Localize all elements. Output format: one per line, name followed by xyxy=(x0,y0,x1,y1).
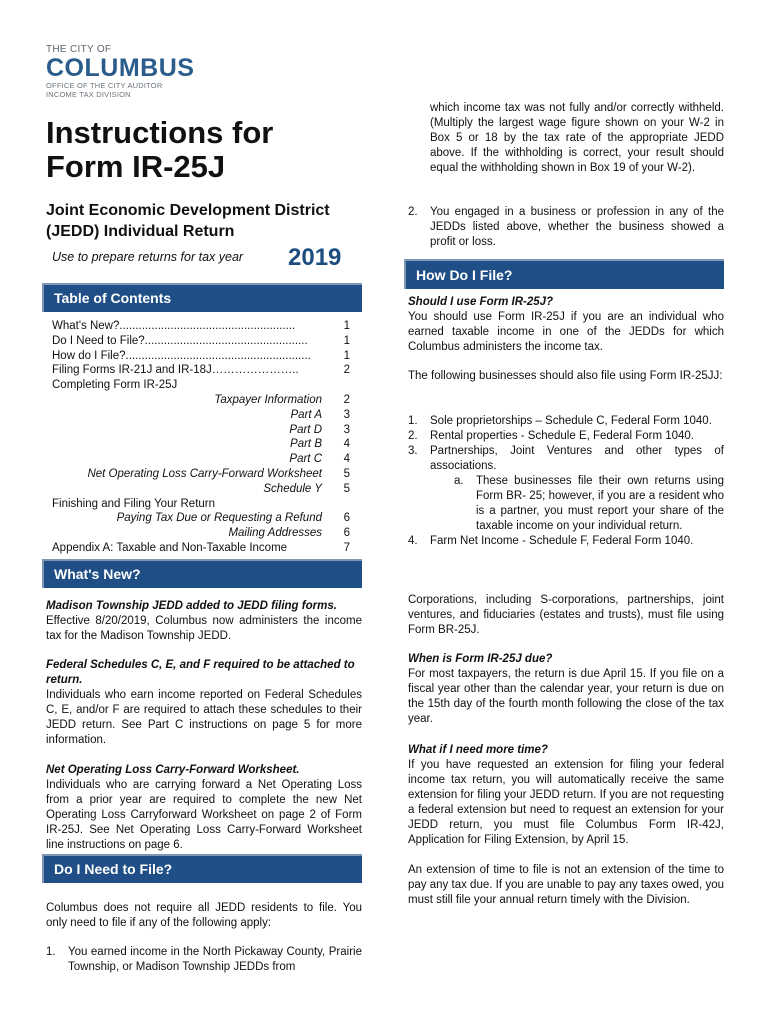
toc-text: How do I File?.......................................................... xyxy=(52,349,311,362)
title-line2: Form IR-25J xyxy=(46,149,226,184)
toc-page: 5 xyxy=(343,482,350,495)
page-subtitle xyxy=(46,200,376,242)
item-number: 1. xyxy=(46,946,56,958)
toc-heading-text: Table of Contents xyxy=(54,290,172,306)
table-of-contents xyxy=(52,319,350,556)
toc-text: Net Operating Loss Carry-Forward Worksheet xyxy=(87,467,322,480)
list-item xyxy=(408,534,724,549)
toc-text: Finishing and Filing Your Return xyxy=(52,497,216,510)
toc-row[interactable] xyxy=(52,349,350,364)
toc-row[interactable] xyxy=(52,393,350,408)
whats-new-item-3 xyxy=(46,763,362,853)
need-to-file-item-1-continued xyxy=(408,101,724,176)
page-title xyxy=(46,116,346,184)
toc-row xyxy=(52,497,350,512)
toc-page: 6 xyxy=(343,512,350,525)
toc-row[interactable] xyxy=(52,319,350,334)
toc-text: Part A xyxy=(290,408,322,421)
how-file-a2: The following businesses should also file using Form IR-25JJ: xyxy=(408,370,723,382)
toc-row[interactable] xyxy=(52,511,350,526)
toc-text: Part C xyxy=(289,453,322,466)
answer-3: If you have requested an extension for filing your federal income tax return, you will automatically receive the same extension for filing your JEDD return. If you are not requesting a federal extension but need to request an extension for your JEDD return, you must file Columbus Form IR-42J, Application for Filing Extension, by April 15. xyxy=(408,759,724,846)
whats-new-heading xyxy=(42,559,362,588)
toc-heading xyxy=(42,283,362,312)
question-2: When is Form IR-25J due? xyxy=(408,653,553,665)
toc-text: What's New?....................................................... xyxy=(52,320,296,332)
toc-text: Completing Form IR-25J xyxy=(52,379,178,392)
need-to-file-item-1-text: You earned income in the North Pickaway County, Prairie Township, or Madison Township JEDDs from xyxy=(68,946,362,973)
question-3: What if I need more time? xyxy=(408,744,548,756)
item-number: 4. xyxy=(408,535,418,547)
toc-page: 1 xyxy=(343,349,350,362)
how-file-q1 xyxy=(408,295,724,355)
toc-text: Part B xyxy=(290,438,322,451)
whats-new-title-2: Federal Schedules C, E, and F required to be attached to return. xyxy=(46,659,355,686)
toc-row[interactable] xyxy=(52,408,350,423)
question-1: Should I use Form IR-25J? xyxy=(408,296,554,308)
toc-text: Part D xyxy=(289,423,322,436)
city-logo xyxy=(46,44,206,99)
logo-line1: THE CITY OF xyxy=(46,44,112,55)
list-item xyxy=(408,444,724,474)
whats-new-item-2 xyxy=(46,658,362,748)
toc-row[interactable] xyxy=(52,467,350,482)
toc-page: 7 xyxy=(343,541,350,554)
how-file-a3: Corporations, including S-corporations, partnerships, joint ventures, and fiduciaries (estates and trusts), must file using Form BR-25J. xyxy=(408,594,724,636)
toc-text: Paying Tax Due or Requesting a Refund xyxy=(116,512,322,525)
logo-line3: OFFICE OF THE CITY AUDITOR xyxy=(46,81,163,90)
item-number: 2. xyxy=(408,430,418,442)
need-to-file-intro: Columbus does not require all JEDD residents to file. You only need to file if any of the following apply: xyxy=(46,902,362,929)
tax-year: 2019 xyxy=(288,244,342,271)
how-file-heading-text: How Do I File? xyxy=(416,267,513,283)
how-file-heading xyxy=(404,259,724,289)
toc-text: Filing Forms IR-21J and IR-18J………………….. xyxy=(52,364,299,377)
tax-year-label: Use to prepare returns for tax year xyxy=(52,250,244,264)
how-file-q2 xyxy=(408,652,724,727)
list-item xyxy=(408,414,724,429)
sub-list-item xyxy=(408,474,724,534)
whats-new-body-1: Effective 8/20/2019, Columbus now administers the income tax for the Madison Township JEDD. xyxy=(46,615,362,642)
toc-row[interactable] xyxy=(52,437,350,452)
need-to-file-item-1-start xyxy=(46,945,362,975)
how-file-a6: An extension of time to file is not an extension of the time to pay any tax due. If you are unable to pay any taxes owed, you must still file your annual return timely with the Division. xyxy=(408,864,724,906)
item-number: 3. xyxy=(408,445,418,457)
toc-text: Mailing Addresses xyxy=(228,527,322,540)
toc-row[interactable] xyxy=(52,482,350,497)
logo-line4: INCOME TAX DIVISION xyxy=(46,90,131,99)
toc-page: 3 xyxy=(343,423,350,436)
toc-page: 2 xyxy=(343,364,350,377)
item-number: 2. xyxy=(408,206,418,218)
list-item-text: Partnerships, Joint Ventures and other types of associations. xyxy=(430,445,724,472)
business-list xyxy=(408,414,724,549)
toc-page: 4 xyxy=(343,438,350,451)
toc-page: 2 xyxy=(343,393,350,406)
toc-page: 6 xyxy=(343,527,350,540)
toc-page: 1 xyxy=(343,334,350,347)
toc-row[interactable] xyxy=(52,526,350,541)
whats-new-body-3: Individuals who are carrying forward a Net Operating Loss from a prior year are required to complete the new Net Operating Loss Carryforward Worksheet on page 2 of Form IR-25J. See Net Operating Loss Carry-Forward Worksheet line instructions on page 6. xyxy=(46,779,362,851)
subtitle-line1: Joint Economic Development District xyxy=(46,202,330,219)
list-item-text: Rental properties - Schedule E, Federal Form 1040. xyxy=(430,430,694,442)
whats-new-title-1: Madison Township JEDD added to JEDD filing forms. xyxy=(46,600,337,612)
answer-2: For most taxpayers, the return is due April 15. If you file on a fiscal year other than the calendar year, your return is due on the 15th day of the fourth month following the close of the tax year. xyxy=(408,668,724,725)
whats-new-heading-text: What's New? xyxy=(54,566,141,582)
toc-text: Appendix A: Taxable and Non-Taxable Income xyxy=(52,541,288,554)
toc-page: 3 xyxy=(343,408,350,421)
need-to-file-item-2 xyxy=(408,205,724,250)
item-number: a. xyxy=(454,475,464,487)
subtitle-line2: (JEDD) Individual Return xyxy=(46,223,235,240)
toc-page: 1 xyxy=(343,320,350,332)
toc-row[interactable] xyxy=(52,452,350,467)
sub-list-item-text: These businesses file their own returns using Form BR- 25; however, if you are a resident who is a partner, you must report your share of the taxable income on your individual return. xyxy=(476,475,724,532)
whats-new-title-3: Net Operating Loss Carry-Forward Worksheet. xyxy=(46,764,300,776)
toc-page: 5 xyxy=(343,467,350,480)
need-to-file-heading-text: Do I Need to File? xyxy=(54,861,173,877)
how-file-q3 xyxy=(408,743,724,848)
whats-new-body-2: Individuals who earn income reported on Federal Schedules C, E, and/or F are required to attach these schedules to their JEDD return. See Part C instructions on page 5 for more information. xyxy=(46,689,362,746)
list-item-text: Farm Net Income - Schedule F, Federal Form 1040. xyxy=(430,535,694,547)
item-number: 1. xyxy=(408,415,418,427)
logo-line2: COLUMBUS xyxy=(46,54,195,82)
toc-text: Do I Need to File?................................................... xyxy=(52,334,308,347)
toc-page: 4 xyxy=(343,453,350,466)
toc-row[interactable] xyxy=(52,334,350,349)
list-item xyxy=(408,429,724,444)
toc-row[interactable] xyxy=(52,363,350,378)
need-to-file-heading xyxy=(42,854,362,883)
need-to-file-item-1-rest: which income tax was not fully and/or correctly withheld. (Multiply the largest wage figure shown on your W-2 in Box 5 or 18 by the tax rate of the appropriate JEDD above. If the withholding is correct, your result should equal the withholding shown in Box 19 of your W-2). xyxy=(430,102,724,174)
toc-row[interactable] xyxy=(52,423,350,438)
need-to-file-item-2-text: You engaged in a business or profession in any of the JEDDs listed above, whether the business showed a profit or loss. xyxy=(430,206,724,248)
title-line1: Instructions for xyxy=(46,115,274,150)
list-item-text: Sole proprietorships – Schedule C, Federal Form 1040. xyxy=(430,415,712,427)
toc-text: Taxpayer Information xyxy=(214,393,322,406)
answer-1: You should use Form IR-25J if you are an individual who earned taxable income in one of the JEDDs for which Columbus administers the income tax. xyxy=(408,311,724,353)
toc-row xyxy=(52,378,350,393)
toc-text: Schedule Y xyxy=(263,482,322,495)
toc-row[interactable] xyxy=(52,541,350,556)
whats-new-item-1 xyxy=(46,599,362,644)
